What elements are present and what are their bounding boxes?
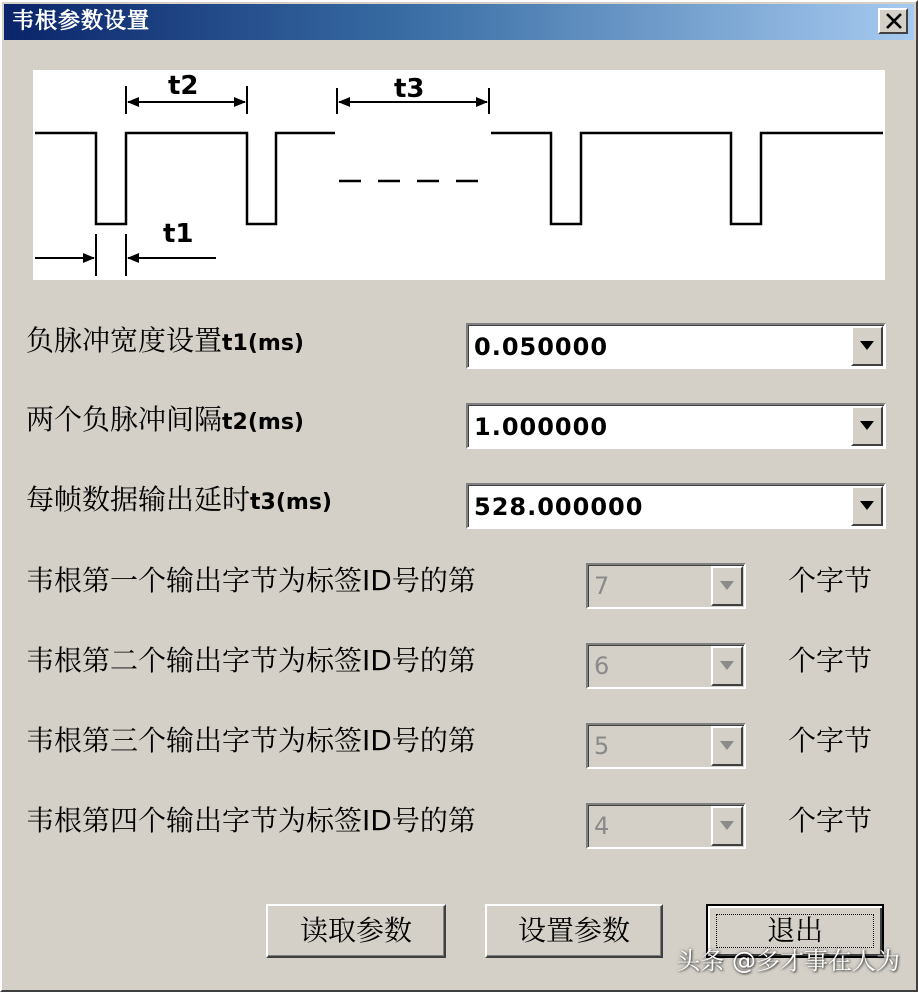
byte1-dropdown-button[interactable] [711,566,743,606]
t3-value[interactable]: 528.000000 [474,493,644,521]
chevron-down-icon [720,741,734,751]
byte4-label: 韦根第四个输出字节为标签ID号的第 [26,804,476,837]
byte2-unit: 个字节 [788,644,873,677]
t3-setting-label: 每帧数据输出延时t3(ms) [26,483,332,516]
chevron-down-icon [860,501,874,511]
chevron-down-icon [720,581,734,591]
t2-setting-label: 两个负脉冲间隔t2(ms) [26,403,304,436]
watermark: 头条 @多才事在人为 [676,947,900,975]
byte3-dropdown-button[interactable] [711,726,743,766]
t1-value[interactable]: 0.050000 [474,333,609,361]
byte2-dropdown-button[interactable] [711,646,743,686]
t1-setting-label: 负脉冲宽度设置t1(ms) [26,324,304,357]
t3-combobox[interactable] [466,483,886,529]
t2-label: t2 [168,71,199,101]
exit-button-label: 退出 [766,914,823,947]
byte1-combobox[interactable] [586,563,746,609]
t1-combobox[interactable] [466,323,886,369]
read-params-button[interactable]: 读取参数 [266,904,446,958]
byte2-value: 6 [594,652,611,680]
close-button[interactable] [878,8,908,34]
window-title: 韦根参数设置 [12,9,151,34]
pulse-timing-diagram [33,70,885,280]
t3-dropdown-button[interactable] [851,486,883,526]
byte4-unit: 个字节 [788,804,873,837]
byte3-label: 韦根第三个输出字节为标签ID号的第 [26,724,476,757]
waveform-right [491,133,883,224]
byte1-value: 7 [594,572,611,600]
t2-value[interactable]: 1.000000 [474,413,609,441]
byte3-combobox[interactable] [586,723,746,769]
byte1-unit: 个字节 [788,564,873,597]
close-icon [885,13,903,29]
chevron-down-icon [860,421,874,431]
waveform-left [35,133,335,224]
byte4-combobox[interactable] [586,803,746,849]
t2-combobox[interactable] [466,403,886,449]
focus-rect [716,914,874,948]
t1-label: t1 [163,219,194,249]
byte3-unit: 个字节 [788,724,873,757]
t2-dropdown-button[interactable] [851,406,883,446]
t3-label: t3 [394,74,425,104]
byte2-label: 韦根第二个输出字节为标签ID号的第 [26,644,476,677]
byte4-value: 4 [594,812,611,840]
chevron-down-icon [860,341,874,351]
pulse-waveform [33,70,885,280]
byte4-dropdown-button[interactable] [711,806,743,846]
chevron-down-icon [720,821,734,831]
byte1-label: 韦根第一个输出字节为标签ID号的第 [26,564,476,597]
chevron-down-icon [720,661,734,671]
t1-dropdown-button[interactable] [851,326,883,366]
set-params-button[interactable]: 设置参数 [485,904,663,958]
byte2-combobox[interactable] [586,643,746,689]
byte3-value: 5 [594,732,611,760]
title-bar[interactable] [4,4,914,40]
